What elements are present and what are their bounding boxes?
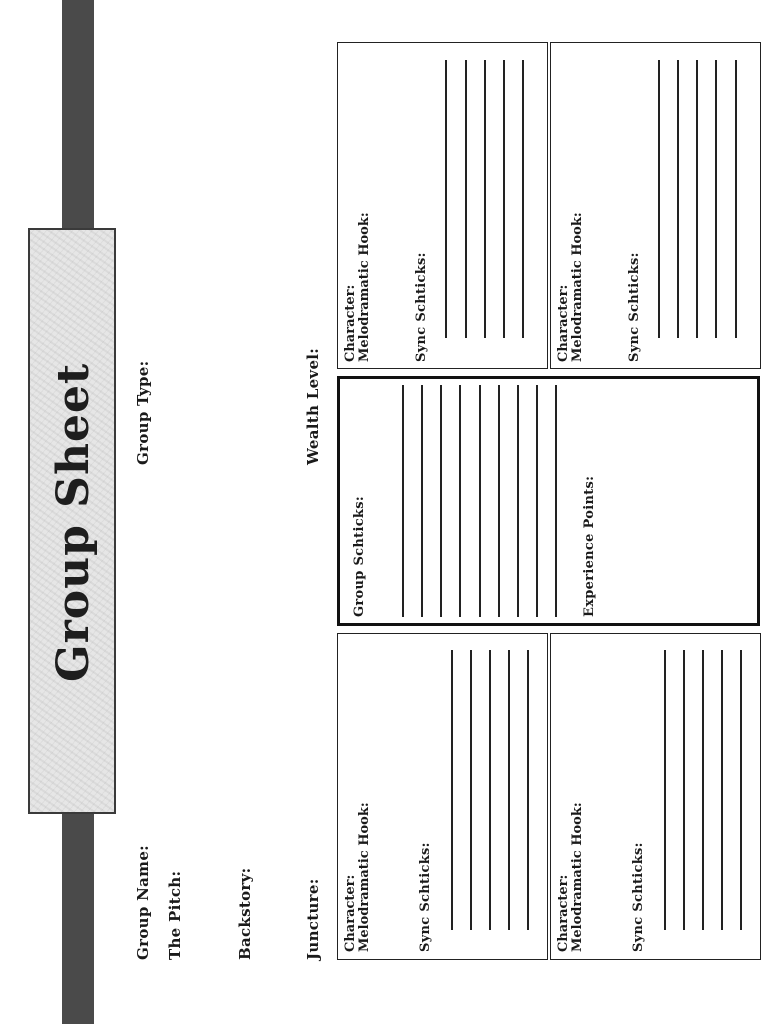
melodramatic-hook-label: Melodramatic Hook: — [570, 212, 585, 362]
write-line — [522, 60, 524, 338]
write-line — [484, 60, 486, 338]
write-line — [445, 60, 447, 338]
write-line — [664, 650, 666, 930]
write-line — [465, 60, 467, 338]
decorative-bar-bottom — [62, 812, 94, 1024]
write-line — [740, 650, 742, 930]
sync-schticks-label: Sync Schticks: — [627, 252, 642, 362]
decorative-bar-top — [62, 0, 94, 232]
write-line — [696, 60, 698, 338]
wealth-level-label: Wealth Level: — [304, 347, 322, 465]
page-title: Group Sheet — [48, 362, 99, 682]
experience-points-label: Experience Points: — [582, 475, 597, 617]
the-pitch-label: The Pitch: — [166, 870, 184, 960]
write-line — [715, 60, 717, 338]
write-line — [479, 385, 481, 617]
write-line — [508, 650, 510, 930]
write-line — [470, 650, 472, 930]
write-line — [402, 385, 404, 617]
backstory-label: Backstory: — [236, 867, 254, 960]
sync-schticks-label: Sync Schticks: — [414, 252, 429, 362]
write-line — [498, 385, 500, 617]
sync-schticks-label: Sync Schticks: — [418, 842, 433, 952]
group-name-label: Group Name: — [134, 844, 152, 960]
write-line — [677, 60, 679, 338]
write-line — [421, 385, 423, 617]
write-line — [459, 385, 461, 617]
group-type-label: Group Type: — [134, 360, 152, 465]
write-line — [555, 385, 557, 617]
write-line — [527, 650, 529, 930]
write-line — [503, 60, 505, 338]
write-line — [658, 60, 660, 338]
sync-schticks-label: Sync Schticks: — [631, 842, 646, 952]
character-label: Character: — [343, 874, 358, 952]
write-line — [735, 60, 737, 338]
write-line — [683, 650, 685, 930]
write-line — [489, 650, 491, 930]
character-label: Character: — [556, 284, 571, 362]
juncture-label: Juncture: — [304, 878, 322, 960]
write-line — [536, 385, 538, 617]
group-schticks-label: Group Schticks: — [352, 496, 367, 617]
melodramatic-hook-label: Melodramatic Hook: — [570, 802, 585, 952]
melodramatic-hook-label: Melodramatic Hook: — [357, 802, 372, 952]
group-box — [337, 376, 760, 626]
melodramatic-hook-label: Melodramatic Hook: — [357, 212, 372, 362]
character-label: Character: — [343, 284, 358, 362]
write-line — [440, 385, 442, 617]
character-label: Character: — [556, 874, 571, 952]
write-line — [702, 650, 704, 930]
write-line — [517, 385, 519, 617]
write-line — [451, 650, 453, 930]
write-line — [721, 650, 723, 930]
